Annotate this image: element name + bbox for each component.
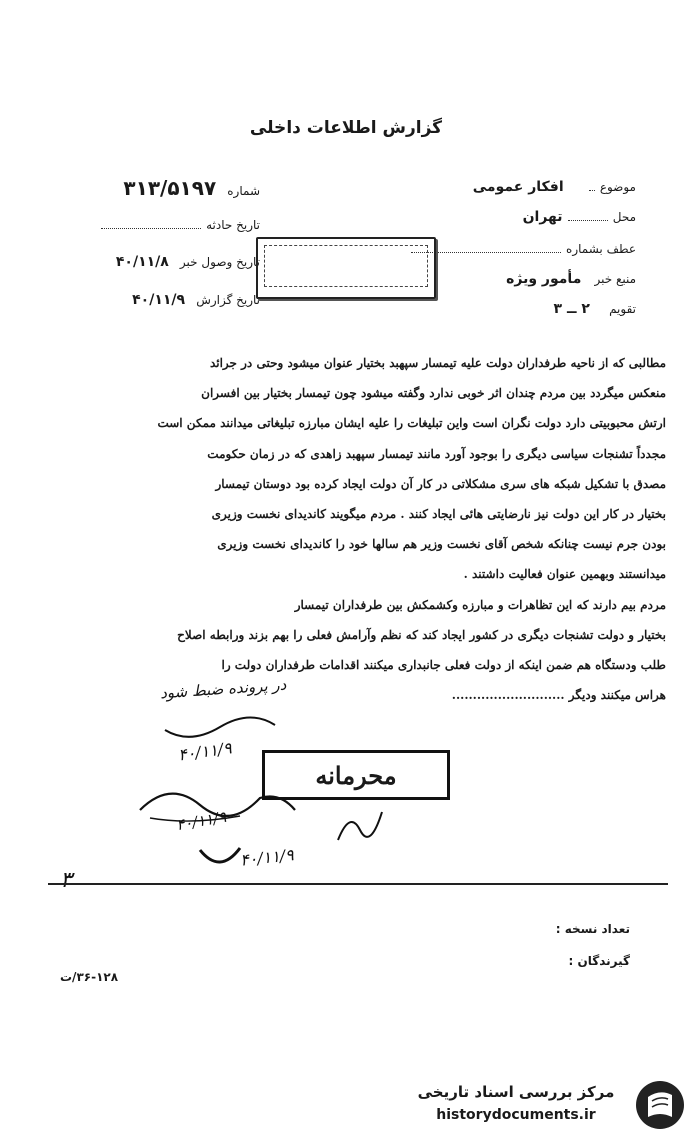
body-line: طلب ودستگاه هم ضمن اینکه از دولت فعلی جانبداری میکنند اقدامات طرفداران دولت را xyxy=(221,658,666,673)
logo-text-fa: مرکز بررسی اسناد تاریخی xyxy=(417,1083,615,1101)
handwritten-date-2: ۴۰/۱۱/۹ xyxy=(174,807,228,835)
form-code: ۳۶-۱۲۸/ت xyxy=(60,970,119,984)
evaluation-value: ۲ ــ ۳ xyxy=(553,301,590,317)
document-title: گزارش اطلاعات داخلی xyxy=(249,118,443,138)
archive-logo xyxy=(400,1075,690,1135)
logo-text-url: historydocuments.ir xyxy=(436,1107,596,1123)
related-row xyxy=(406,238,636,257)
received-stamp-box xyxy=(256,237,436,299)
body-line: هراس میکنند ودیگر ........................... xyxy=(451,688,666,703)
number-label: شماره xyxy=(227,184,260,198)
news-received-label: تاریخ وصول خبر xyxy=(179,255,260,269)
subject-value: افکار عمومی xyxy=(472,179,564,195)
source-row xyxy=(406,268,636,287)
stamp-inner-frame xyxy=(264,245,428,287)
body-line: مصدق با تشکیل شبکه های سری مشکلاتی در کار آن دولت ایجاد کرده بود دوستان تیمسار xyxy=(215,476,666,491)
body-line: میدانستند وبهمین عنوان فعالیت داشتند . xyxy=(463,567,666,582)
related-label: عطف بشماره xyxy=(566,242,636,256)
report-date-value: ۴۰/۱۱/۹ xyxy=(132,292,186,308)
body-line: منعکس میگردد بین مردم چندان اثر خوبی ندارد وگفته میشود چون تیمسار بختیار بین افسران xyxy=(201,386,666,401)
body-line: مردم بیم دارند که این تظاهرات و مبارزه وکشمکش بین طرفداران تیمسار xyxy=(294,597,666,612)
source-label: منبع خبر xyxy=(594,272,636,286)
location-label: محل xyxy=(612,210,636,224)
footer-divider xyxy=(48,883,668,885)
incident-date-label: تاریخ حادثه xyxy=(206,218,260,232)
recipients-label: گیرندگان : xyxy=(568,954,630,968)
number-value: ۳۱۳/۵۱۹۷ xyxy=(123,176,217,200)
confidential-stamp: محرمانه xyxy=(262,750,450,800)
evaluation-row xyxy=(406,298,636,317)
copies-label: تعداد نسخه : xyxy=(555,922,630,936)
number-row xyxy=(50,176,260,200)
body-line: بختیار در کار این دولت نیز نارضایتی هائی ایجاد کنند . مردم میگویند کاندیدای نخست وزیری xyxy=(211,507,666,522)
news-received-row xyxy=(50,251,260,270)
handwritten-note: در پرونده ضبط شود xyxy=(159,675,287,703)
news-received-value: ۴۰/۱۱/۸ xyxy=(115,254,169,270)
subject-label: موضوع xyxy=(599,180,636,194)
body-line: مطالبی که از ناحیه طرفداران دولت علیه تیمسار سپهبد بختیار عنوان میشود وحتی در جرائد xyxy=(209,356,666,370)
archive-logo-icon xyxy=(634,1077,686,1133)
page-number: ۳ xyxy=(60,868,72,893)
incident-date-row xyxy=(50,214,260,233)
subject-row xyxy=(406,176,636,195)
body-line: مجدداً تشنجات سیاسی دیگری را بوجود آورد مانند تیمسار سپهبد زاهدی که در زمان حکومت xyxy=(207,446,666,461)
handwritten-date-3: ۴۰/۱۱/۹ xyxy=(239,845,295,870)
source-value: مأمور ویژه xyxy=(506,271,582,287)
report-body xyxy=(18,348,666,710)
location-value: تهران xyxy=(522,209,563,225)
body-line: بودن جرم نیست چنانکه شخص آقای نخست وزیر هم سالها خود را کاندیدای نخست وزیری xyxy=(217,537,666,552)
body-line: ارتش محبوبیتی دارد دولت نگران است واین تبلیغات را علیه ایشان مبارزه تبلیغاتی میدانند ممکن است xyxy=(157,416,666,431)
evaluation-label: تقویم xyxy=(609,302,636,316)
handwritten-date-1: ۴۰/۱۱/۹ xyxy=(176,738,233,765)
signature-2 xyxy=(330,800,390,850)
report-date-label: تاریخ گزارش xyxy=(196,293,260,307)
report-date-row xyxy=(50,289,260,308)
location-row xyxy=(406,206,636,225)
body-line: بختیار و دولت تشنجات دیگری در کشور ایجاد کند که نظم وآرامش فعلی را بهم بزند ورابطه اصلاح xyxy=(177,627,666,642)
